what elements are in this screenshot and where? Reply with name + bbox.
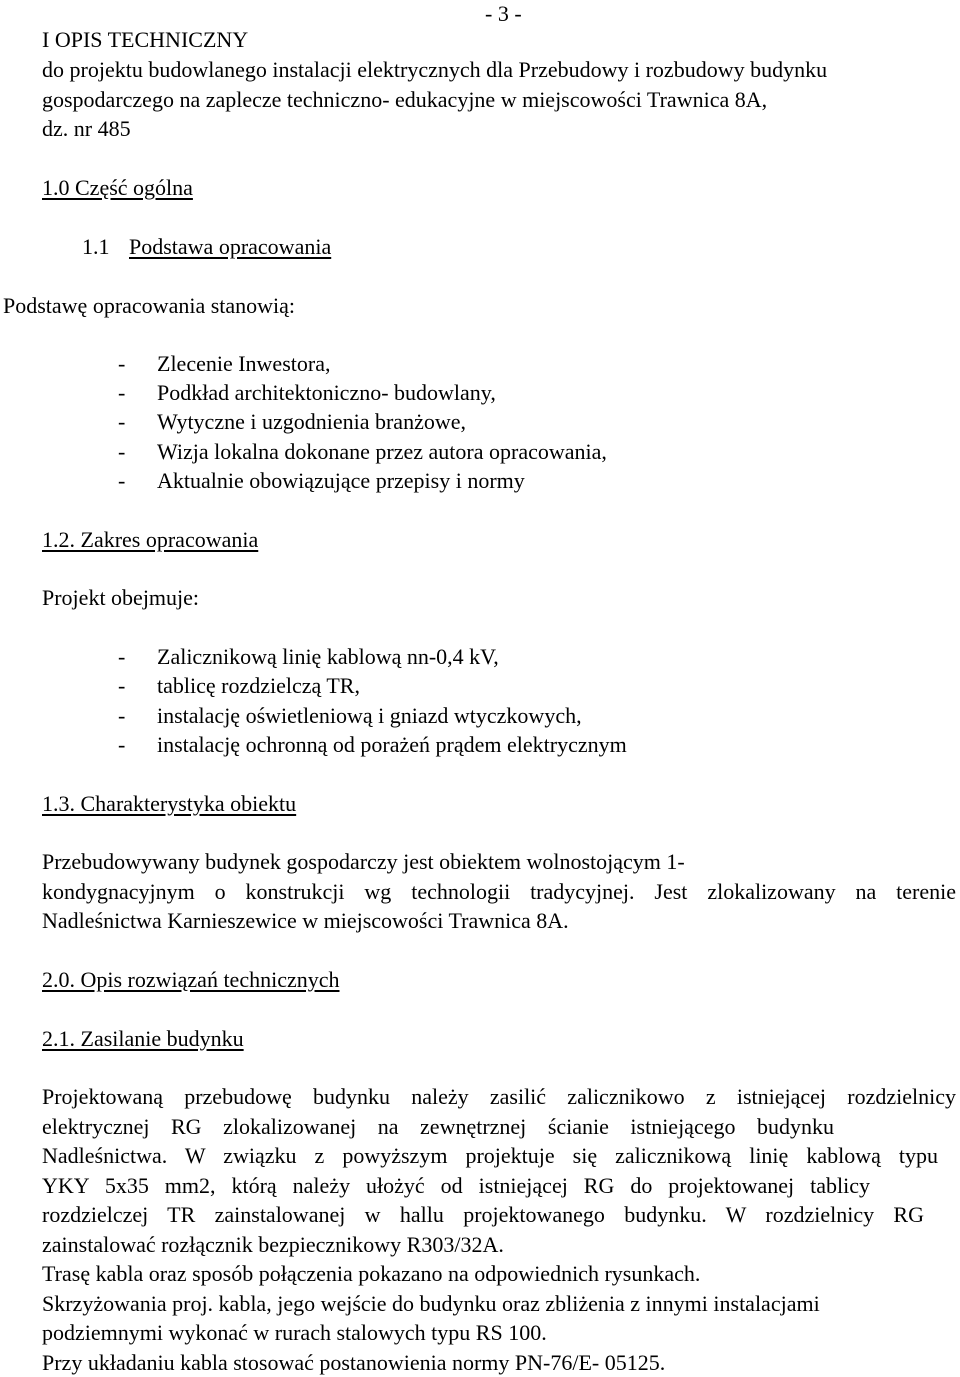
paragraph-line: Projektowaną przebudowę budynku należy zasilić zalicznikowo z istniejącej rozdzielnicy [42,1084,956,1109]
section-1-2-heading: 1.2. Zakres opracowania [42,527,259,552]
document-title: I OPIS TECHNICZNY [42,27,249,52]
section-2-1-paragraph [42,1082,956,1377]
list-marker: - [118,644,126,669]
paragraph-line: Skrzyżowania proj. kabla, jego wejście do budynku oraz zbliżenia z innymi instalacjami [42,1290,820,1316]
paragraph-line: zainstalować rozłącznik bezpiecznikowy R303/32A. [42,1231,504,1257]
paragraph-line: Przy układaniu kabla stosować postanowienia normy PN-76/E- 05125. [42,1349,666,1375]
list-item: Wizja lokalna dokonane przez autora opracowania, [157,439,607,464]
list-item: instalację oświetleniową i gniazd wtyczkowych, [157,703,582,728]
list-item: Aktualnie obowiązujące przepisy i normy [157,468,525,493]
paragraph-line: Nadleśnictwa. W związku z powyższym projektuje się zalicznikową linię kablową typu [42,1143,938,1168]
paragraph-line: kondygnacyjnym o konstrukcji wg technologii tradycyjnej. Jest zlokalizowany na terenie [42,878,956,904]
paragraph-line: rozdzielczej TR zainstalowanej w hallu projektowanego budynku. W rozdzielnicy RG [42,1202,924,1227]
list-marker: - [118,409,126,434]
paragraph-line: YKY 5x35 mm2, którą należy ułożyć od istniejącej RG do projektowanej tablicy [42,1172,870,1198]
list-marker: - [118,703,126,728]
paragraph-line: Przebudowywany budynek gospodarczy jest obiektem wolnostojącym 1- [42,849,685,874]
section-2-0-heading: 2.0. Opis rozwiązań technicznych [42,967,340,992]
section-1-1-title: Podstawa opracowania [129,234,332,259]
list-item: tablicę rozdzielczą TR, [157,673,360,698]
list-marker: - [118,732,126,757]
list-item: Wytyczne i uzgodnienia branżowe, [157,409,466,434]
section-1-0-heading: 1.0 Część ogólna [42,175,193,200]
section-1-3-heading: 1.3. Charakterystyka obiektu [42,791,297,816]
list-item: Zalicznikową linię kablową nn-0,4 kV, [157,644,499,669]
list-item: Zlecenie Inwestora, [157,351,331,376]
list-marker: - [118,439,126,464]
list-item: instalację ochronną od porażeń prądem elektrycznym [157,732,627,757]
list-marker: - [118,468,126,493]
section-1-3-paragraph [42,847,956,936]
list-marker: - [118,380,126,405]
intro-line: do projektu budowlanego instalacji elektrycznych dla Przebudowy i rozbudowy budynku [42,57,828,82]
section-2-1-heading: 2.1. Zasilanie budynku [42,1026,244,1051]
intro-line: dz. nr 485 [42,116,131,141]
list-item: Podkład architektoniczno- budowlany, [157,380,496,405]
intro-line: gospodarczego na zaplecze techniczno- edukacyjne w miejscowości Trawnica 8A, [42,86,768,112]
list-marker: - [118,673,126,698]
list-marker: - [118,351,126,376]
paragraph-line: Trasę kabla oraz sposób połączenia pokazano na odpowiednich rysunkach. [42,1261,701,1286]
intro-paragraph [42,55,827,144]
section-1-1-lead: Podstawę opracowania stanowią: [3,293,296,318]
page-number: - 3 - [485,1,522,26]
paragraph-line: elektrycznej RG zlokalizowanej na zewnętrznej ścianie istniejącego budynku [42,1113,834,1139]
paragraph-line: podziemnymi wykonać w rurach stalowych typu RS 100. [42,1320,547,1345]
section-1-1-heading [82,232,331,262]
section-1-1-number: 1.1 [82,234,110,259]
section-1-2-lead: Projekt obejmuje: [42,585,200,610]
paragraph-line: Nadleśnictwa Karnieszewice w miejscowości Trawnica 8A. [42,908,569,933]
